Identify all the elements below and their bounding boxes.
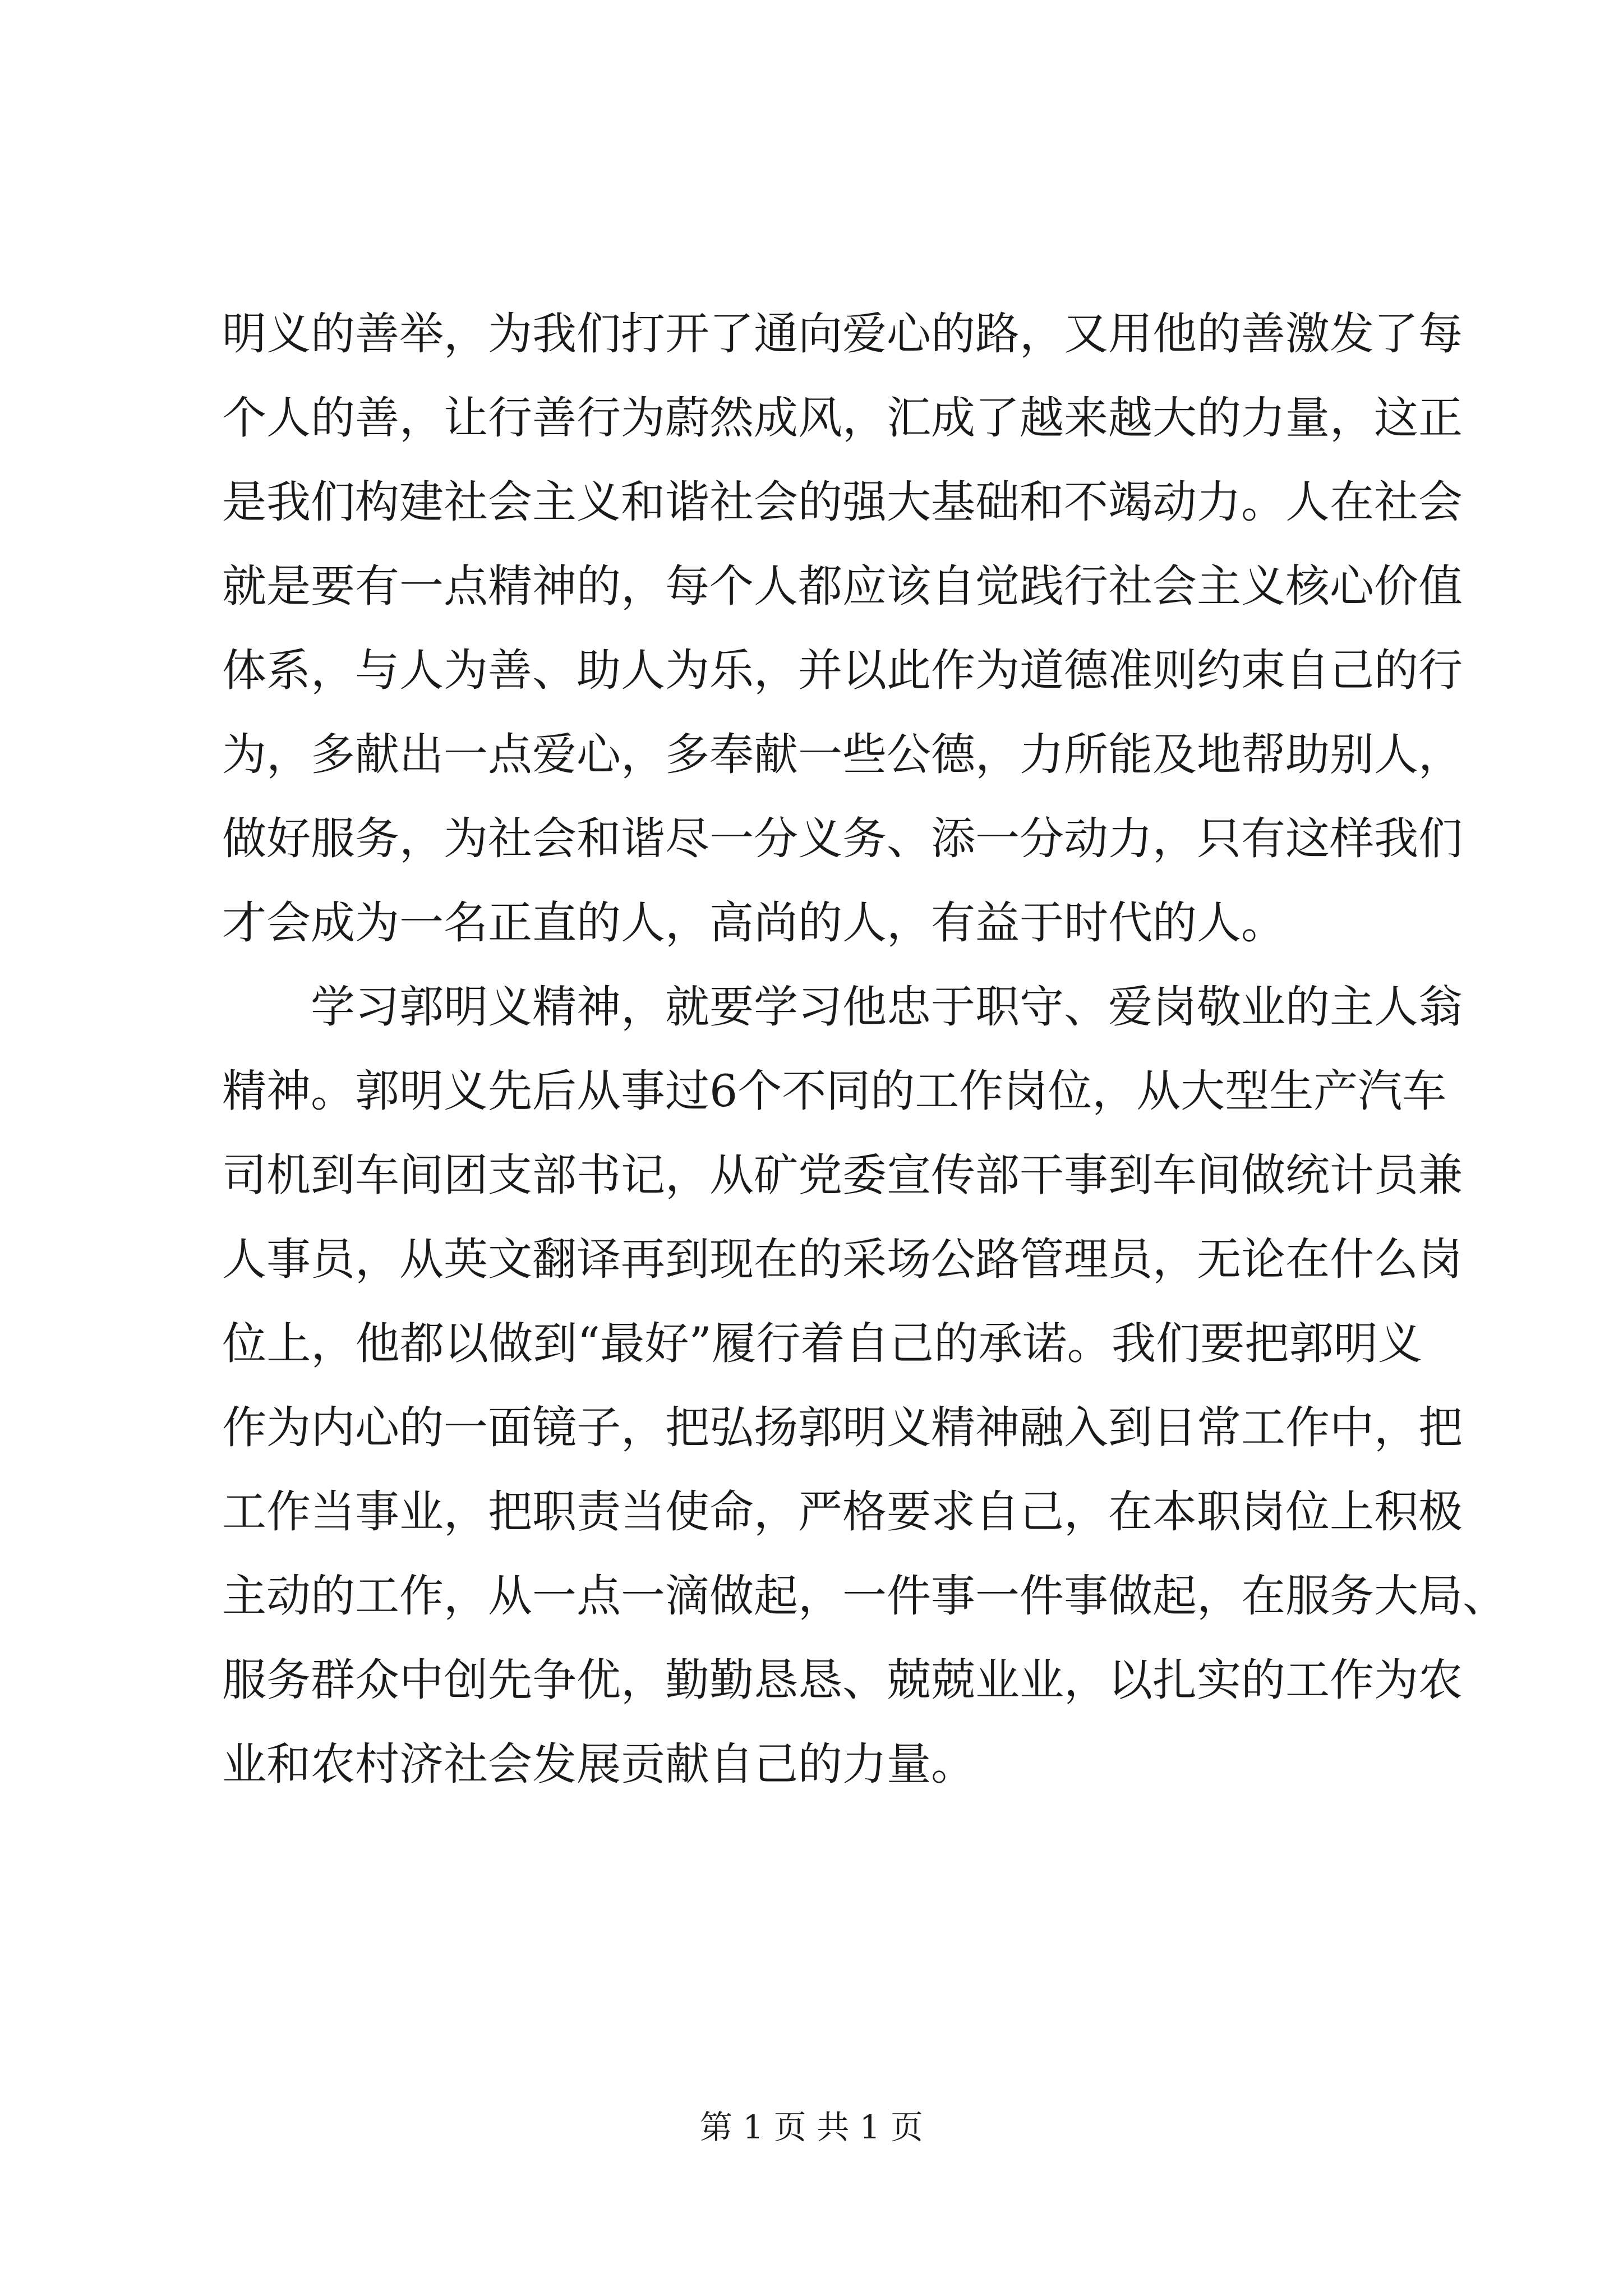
- text-line: 服务群众中创先争优，勤勤恳恳、兢兢业业，以扎实的工作为农: [222, 1654, 1463, 1706]
- text-line: 精神。郭明义先后从事过6个不同的工作岗位，从大型生产汽车: [222, 1065, 1447, 1117]
- text-line: 明义的善举，为我们打开了通向爱心的路，又用他的善激发了每: [222, 308, 1463, 360]
- text-line: 就是要有一点精神的，每个人都应该自觉践行社会主义核心价值: [222, 560, 1463, 612]
- text-line: 做好服务，为社会和谐尽一分义务、添一分动力，只有这样我们: [222, 813, 1463, 864]
- document-body: [222, 292, 1507, 1806]
- text-line: 人事员，从英文翻译再到现在的采场公路管理员，无论在什么岗: [222, 1234, 1463, 1285]
- text-line: 位上，他都以做到“最好”履行着自己的承诺。我们要把郭明义: [222, 1318, 1422, 1369]
- text-line: 司机到车间团支部书记，从矿党委宣传部干事到车间做统计员兼: [222, 1149, 1463, 1201]
- text-line: 作为内心的一面镜子，把弘扬郭明义精神融入到日常工作中，把: [222, 1402, 1463, 1453]
- text-line: 工作当事业，把职责当使命，严格要求自己，在本职岗位上积极: [222, 1486, 1463, 1538]
- text-line: 为，多献出一点爱心，多奉献一些公德，力所能及地帮助别人，: [222, 729, 1463, 780]
- text-line: 个人的善，让行善行为蔚然成风，汇成了越来越大的力量，这正: [222, 392, 1463, 444]
- text-line: 体系，与人为善、助人为乐，并以此作为道德准则约束自己的行: [222, 645, 1463, 696]
- text-line: 主动的工作，从一点一滴做起，一件事一件事做起，在服务大局、: [222, 1570, 1507, 1622]
- text-line: 学习郭明义精神，就要学习他忠于职守、爱岗敬业的主人翁: [311, 981, 1463, 1033]
- paragraph-2: [222, 965, 1507, 1806]
- page-number-footer: 第 1 页 共 1 页: [700, 2108, 923, 2146]
- paragraph-1: [222, 292, 1463, 965]
- text-line: 才会成为一名正直的人，高尚的人，有益于时代的人。: [222, 897, 1285, 949]
- text-line: 业和农村济社会发展贡献自己的力量。: [222, 1738, 975, 1790]
- text-line: 是我们构建社会主义和谐社会的强大基础和不竭动力。人在社会: [222, 476, 1463, 528]
